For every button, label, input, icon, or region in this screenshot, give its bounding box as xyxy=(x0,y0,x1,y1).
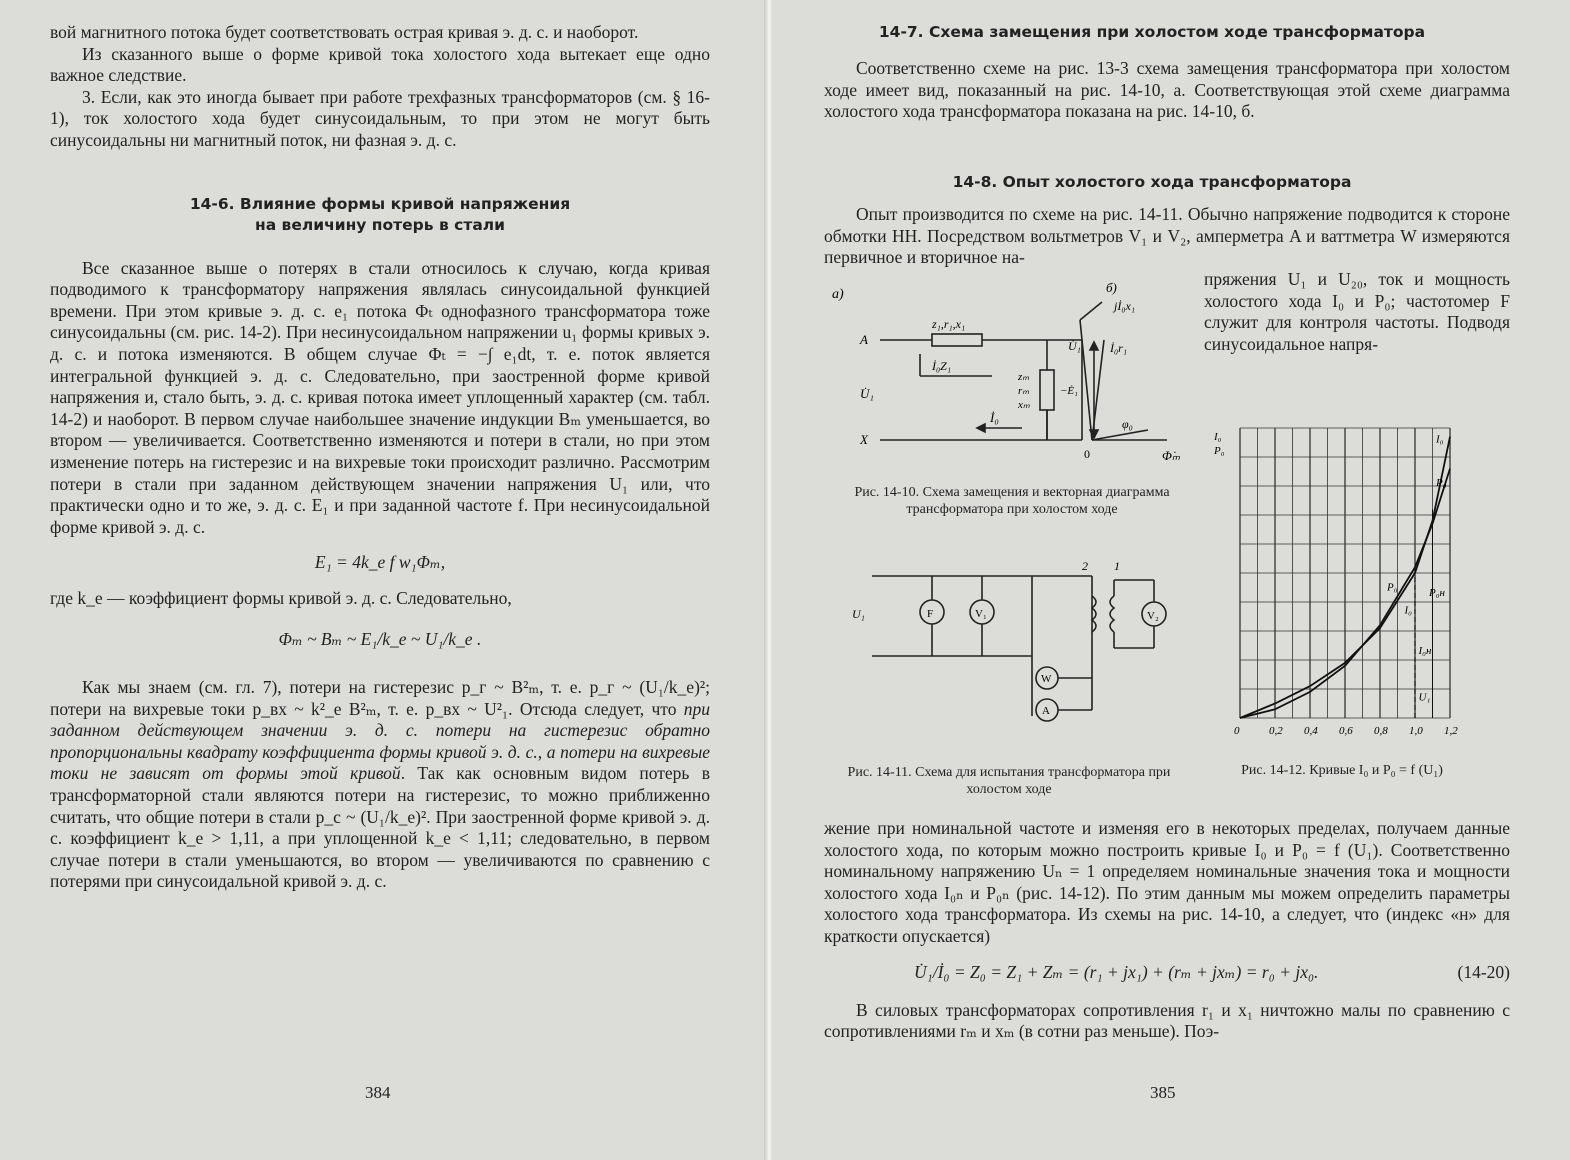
circuit-label: İ₀ xyxy=(990,410,999,425)
section-heading: 14-8. Опыт холостого хода трансформатора xyxy=(952,173,1352,191)
figure-caption: Рис. 14-10. Схема замещения и векторная диаграмма трансформатора при холостом ходе xyxy=(854,485,1170,517)
paragraph: Соответственно схеме на рис. 13-3 схема замещения трансформатора при холостом ходе имеет вид, показанный на рис. 14-10, а. Соответствующая этой схеме диаграмма холостого хода трансформатора показана на рис. 14-10, б. xyxy=(824,58,1510,122)
winding-label: 1 xyxy=(1114,559,1120,573)
paragraph-block xyxy=(824,818,1510,1043)
paragraph: В силовых трансформаторах сопротивления r₁ и x₁ ничтожно малы по сравнению с сопротивлениями rₘ и xₘ (в сотни раз меньше). Поэ- xyxy=(824,999,1510,1042)
page-number: 384 xyxy=(365,1083,391,1102)
chart-annotation: P₀ xyxy=(1387,581,1398,594)
circuit-label: xₘ xyxy=(1018,399,1030,411)
circuit-label: −Ė₁ xyxy=(1060,385,1078,397)
vector-label: U̇₁ xyxy=(1068,339,1081,353)
vector-label: jİ₀x₁ xyxy=(1114,299,1135,313)
circuit-label: rₘ xyxy=(1018,385,1030,397)
chart-annotation: I₀ xyxy=(1436,433,1444,446)
circuit-label: z₁,r₁,x₁ xyxy=(932,317,966,331)
figure-label: а) xyxy=(832,287,844,302)
figure-caption: Рис. 14-11. Схема для испытания трансформатора при холостом ходе xyxy=(847,765,1171,797)
chart-annotation: P₀ xyxy=(1436,477,1447,489)
paragraph: жение при номинальной частоте и изменяя его в некоторых пределах, получаем данные холостого хода, по которым можно построить кривые I₀ и P₀ = f (U₁). Соответственно номинальному напряжению Uₙ = 1 определяем номинальные значения тока и мощности холостого хода I₀ₙ и P₀ₙ (рис. 14-12). По этим данным мы можем определить параметры холостого хода трансформатора. Из схемы на рис. 14-10, а следует, что (индекс «н» для краткости опускается) xyxy=(824,818,1510,946)
section-heading xyxy=(50,194,710,236)
circuit-label: zₘ xyxy=(1018,371,1030,383)
formula: Φₘ ~ Bₘ ~ E₁/k_e ~ U₁/k_e . xyxy=(278,629,482,650)
circuit-label: A xyxy=(860,332,868,347)
page-right xyxy=(772,0,1570,1160)
winding-label: 2 xyxy=(1082,559,1088,573)
chart-annotation: U₁ xyxy=(1418,691,1431,704)
circuit-label: İ₀Z₁ xyxy=(932,359,952,373)
meter-label: A xyxy=(1042,705,1050,717)
meter-label: F xyxy=(927,608,934,620)
formula: U̇₁/İ₀ = Z₀ = Z₁ + Zₘ = (r₁ + jx₁) + (rₘ + jxₘ) = r₀ + jx₀. xyxy=(914,961,1319,982)
chart-annotation: P₀н xyxy=(1429,587,1446,600)
left-column xyxy=(50,22,710,893)
paragraph-block xyxy=(824,204,1510,269)
x-tick-label: 0,4 xyxy=(1304,725,1318,737)
x-tick-label: 0,2 xyxy=(1269,725,1283,737)
x-tick-label: 0 xyxy=(1234,725,1240,737)
paragraph: 3. Если, как это иногда бывает при работе трехфазных трансформаторов (см. § 16-1), ток холостого хода будет синусоидальным, то при этом не могут быть синусоидальны ни магнитный поток, ни фазная э. д. с. xyxy=(50,86,710,150)
paragraph: Все сказанное выше о потерях в стали относилось к случаю, когда кривая подводимого к трансформатору напряжения являлась синусоидальной функцией времени. При этом кривые э. д. с. e₁ потока Φₜ однофазного трансформатора тоже синусоидальны (см. рис. 14-2). При несинусоидальном напряжении u₁ формы кривых э. д. с. и потока изменяются. В общем случае Φₜ = −∫ e₁dt, т. е. поток является интегральной функцией э. д. с. Следовательно, при заостренной форме кривой напряжения и, стало быть, э. д. с. кривая потока имеет уплощенный характер (см. табл. 14-2) и наоборот. В первом случае наибольшее значение индукции Bₘ уменьшается, во втором — увеличивается. Соответственно изменяются и потери в стали, но при этом изменение потерь на гистерезис и на вихревые токи происходит различно. Рассмотрим потери в стали при заданном действующем значении напряжения U₁ или, что практически одно и то же, э. д. с. E₁ и при заданной частоте f. При несинусоидальной форме кривой э. д. с. xyxy=(50,257,710,537)
formula-number: (14-20) xyxy=(1457,961,1510,982)
figure-14-11 xyxy=(852,556,1192,746)
paragraph xyxy=(50,677,710,893)
page-number: 385 xyxy=(1150,1083,1176,1102)
meter-label: W xyxy=(1041,673,1052,685)
vector-label: 0 xyxy=(1084,447,1090,461)
text-run: Как мы знаем (см. гл. 7), потери на гистерезис p_г ~ B²ₘ, т. е. p_г ~ (U₁/k_e)²; потери на вихревые токи p_вх ~ k²_e B²ₘ, т. е. p_вх ~ U²₁. Отсюда следует, что xyxy=(50,677,710,719)
y-axis-label: P₀ xyxy=(1214,445,1225,457)
vector-label: Φ̇ₘ xyxy=(1162,448,1180,463)
x-tick-label: 0,8 xyxy=(1374,725,1388,737)
x-tick-label: 1,2 xyxy=(1444,725,1458,737)
formula-row xyxy=(824,954,1510,994)
formula: E₁ = 4k_e f w₁Φₘ, xyxy=(314,552,446,573)
x-tick-label: 0,6 xyxy=(1339,725,1353,737)
paragraph: пряжения U₁ и U₂₀, ток и мощность холостого хода I₀ и P₀; частотомер F служит для контроля частоты. Подводя синусоидальное напря- xyxy=(1204,269,1510,354)
vector-label: İ₀r₁ xyxy=(1110,341,1128,355)
circuit-label: U₁ xyxy=(852,607,865,621)
heading-line: на величину потерь в стали xyxy=(254,215,505,234)
figure-caption: Рис. 14-12. Кривые I₀ и P₀ = f (U₁) xyxy=(1241,763,1443,778)
figure-label: б) xyxy=(1106,280,1117,295)
italic-run: при заданном действующем значении э. д. с. потери на гистерезис обратно пропорциональны квадрату коэффициента формы кривой э. д. с., а потери на вихревые токи не зависят от формы этой кривой xyxy=(50,698,710,784)
paragraph-block-narrow xyxy=(1204,269,1510,355)
circuit-label: X xyxy=(860,432,868,447)
meter-label: V₂ xyxy=(1147,610,1159,622)
chart-annotation: I₀н xyxy=(1418,645,1432,658)
vector-label: φ₀ xyxy=(1122,417,1133,431)
figure-14-12-chart xyxy=(1212,408,1472,743)
x-tick-label: 1,0 xyxy=(1409,725,1423,737)
circuit-label: U̇₁ xyxy=(860,386,874,401)
page-left xyxy=(0,0,768,1160)
paragraph: Из сказанного выше о форме кривой тока холостого хода вытекает еще одно важное следствие. xyxy=(50,43,710,86)
chart-annotation: I₀ xyxy=(1404,604,1412,617)
y-axis-label: I₀ xyxy=(1214,431,1222,443)
figure-14-10 xyxy=(832,280,1212,480)
paragraph: Опыт производится по схеме на рис. 14-11. Обычно напряжение подводится к стороне обмотки НН. Посредством вольтметров V₁ и V₂, амперметра A и ваттметра W измеряются первичное и вторичное на- xyxy=(824,204,1510,268)
heading-line: 14-6. Влияние формы кривой напряжения xyxy=(189,194,571,213)
paragraph-block xyxy=(824,58,1510,123)
meter-label: V₁ xyxy=(975,608,987,620)
text-run: . Так как основным видом потерь в трансформаторной стали являются потери на гистерезис, то можно приближенно считать, что общие потери в стали p_c ~ (U₁/k_e)². При заостренной форме кривой э. д. с. коэффициент k_e > 1,11, а при уплощенной k_e < 1,11; следовательно, в первом случае потери в стали уменьшаются, во втором — увеличиваются по сравнению с потерями при синусоидальной кривой э. д. с. xyxy=(50,763,710,892)
section-heading: 14-7. Схема замещения при холостом ходе трансформатора xyxy=(878,23,1426,41)
paragraph: вой магнитного потока будет соответствовать острая кривая э. д. с. и наоборот. xyxy=(50,22,639,42)
paragraph: где k_e — коэффициент формы кривой э. д. с. Следовательно, xyxy=(50,587,512,608)
